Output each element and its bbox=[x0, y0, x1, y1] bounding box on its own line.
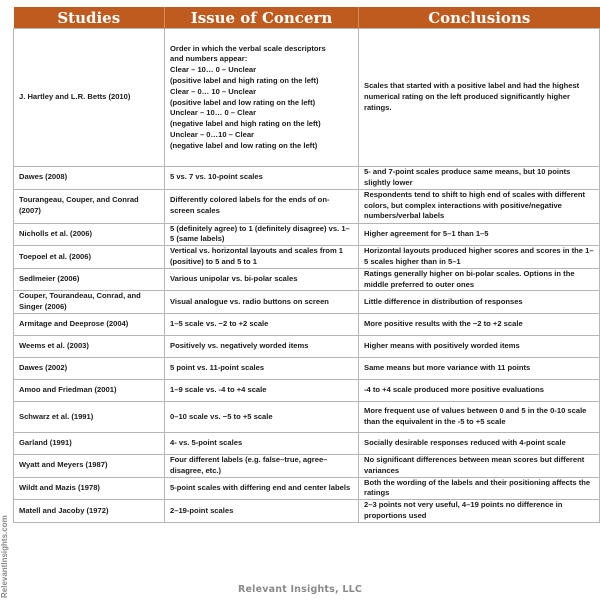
study-cell: Matell and Jacoby (1972) bbox=[14, 500, 165, 523]
issue-cell: Differently colored labels for the ends of on-screen scales bbox=[165, 189, 359, 223]
studies-table bbox=[13, 7, 600, 523]
conclusion-cell: Socially desirable responses reduced with 4-point scale bbox=[359, 432, 600, 454]
study-cell: Weems et al. (2003) bbox=[14, 335, 165, 357]
conclusion-cell: Little difference in distribution of responses bbox=[359, 291, 600, 314]
issue-line: and numbers appear: bbox=[170, 54, 248, 64]
issue-cell: 5 point vs. 11-point scales bbox=[165, 357, 359, 379]
issue-line: Order in which the verbal scale descriptors bbox=[170, 43, 326, 53]
conclusion-cell: 5- and 7-point scales produce same means, but 10 points slightly lower bbox=[359, 167, 600, 190]
table-row bbox=[14, 313, 600, 335]
table-row bbox=[14, 432, 600, 454]
issue-line: (negative label and high rating on the left) bbox=[170, 119, 321, 129]
conclusion-cell: Higher means with positively worded items bbox=[359, 335, 600, 357]
footer-credit: Relevant Insights, LLC bbox=[237, 584, 363, 595]
issue-line: Clear – 10… 0 – Unclear bbox=[170, 65, 257, 75]
issue-cell: 1–9 scale vs. -4 to +4 scale bbox=[165, 379, 359, 401]
conclusion-cell: More frequent use of values between 0 and 5 in the 0-10 scale than the equivalent in the -5 to +5 scale bbox=[359, 401, 600, 432]
table-row bbox=[14, 357, 600, 379]
table-row bbox=[14, 477, 600, 500]
issue-cell: 5 (definitely agree) to 1 (definitely disagree) vs. 1–5 (same labels) bbox=[165, 223, 359, 246]
table-row bbox=[14, 335, 600, 357]
issue-cell: 5-point scales with differing end and center labels bbox=[165, 477, 359, 500]
conclusion-cell: 2–3 points not very useful, 4–19 points no difference in proportions used bbox=[359, 500, 600, 523]
study-cell: Sedlmeier (2006) bbox=[14, 268, 165, 291]
conclusion-cell: Respondents tend to shift to high end of scales with different colors, but complex interactions with positive/negative numbers/verbal labels bbox=[359, 189, 600, 223]
watermark-text: RelevantInsights.com bbox=[0, 515, 9, 598]
issue-cell: Visual analogue vs. radio buttons on screen bbox=[165, 291, 359, 314]
issue-cell bbox=[165, 29, 359, 167]
study-cell: Wildt and Mazis (1978) bbox=[14, 477, 165, 500]
issue-cell: Vertical vs. horizontal layouts and scales from 1 (positive) to 5 and 5 to 1 bbox=[165, 246, 359, 269]
conclusion-cell: Higher agreement for 5–1 than 1–5 bbox=[359, 223, 600, 246]
table-row bbox=[14, 268, 600, 291]
table-row bbox=[14, 167, 600, 190]
header-issue: Issue of Concern bbox=[165, 7, 359, 29]
study-cell: Couper, Tourandeau, Conrad, and Singer (2006) bbox=[14, 291, 165, 314]
issue-cell: Various unipolar vs. bi-polar scales bbox=[165, 268, 359, 291]
table-header-row bbox=[14, 7, 600, 29]
issue-cell: 1–5 scale vs. −2 to +2 scale bbox=[165, 313, 359, 335]
conclusion-cell: Horizontal layouts produced higher scores and scores in the 1–5 scales higher than in 5–1 bbox=[359, 246, 600, 269]
issue-cell: 4- vs. 5-point scales bbox=[165, 432, 359, 454]
issue-cell: Four different labels (e.g. false–true, agree–disagree, etc.) bbox=[165, 454, 359, 477]
conclusion-cell: Scales that started with a positive label and had the highest numerical rating on the left produced significantly higher ratings. bbox=[359, 29, 600, 167]
issue-cell: 0–10 scale vs. −5 to +5 scale bbox=[165, 401, 359, 432]
issue-cell: 5 vs. 7 vs. 10-point scales bbox=[165, 167, 359, 190]
issue-line: Clear – 0… 10 – Unclear bbox=[170, 86, 257, 96]
study-cell: Nicholls et al. (2006) bbox=[14, 223, 165, 246]
issue-cell: Positively vs. negatively worded items bbox=[165, 335, 359, 357]
study-cell: Dawes (2002) bbox=[14, 357, 165, 379]
issue-line: Unclear – 0…10 – Clear bbox=[170, 129, 255, 139]
conclusion-cell: Both the wording of the labels and their positioning affects the ratings bbox=[359, 477, 600, 500]
study-cell: Dawes (2008) bbox=[14, 167, 165, 190]
table-row bbox=[14, 401, 600, 432]
issue-line: (negative label and low rating on the left) bbox=[170, 140, 318, 150]
studies-table-container bbox=[13, 7, 599, 523]
study-cell: Toepoel et al. (2006) bbox=[14, 246, 165, 269]
study-cell: Amoo and Friedman (2001) bbox=[14, 379, 165, 401]
table-row bbox=[14, 454, 600, 477]
study-cell: J. Hartley and L.R. Betts (2010) bbox=[14, 29, 165, 167]
table-row bbox=[14, 291, 600, 314]
conclusion-cell: Ratings generally higher on bi-polar scales. Options in the middle preferred to outer ones bbox=[359, 268, 600, 291]
table-row bbox=[14, 500, 600, 523]
issue-line: (positive label and low rating on the left) bbox=[170, 97, 316, 107]
study-cell: Garland (1991) bbox=[14, 432, 165, 454]
conclusion-cell: Same means but more variance with 11 points bbox=[359, 357, 600, 379]
conclusion-cell: No significant differences between mean scores but different variances bbox=[359, 454, 600, 477]
conclusion-cell: More positive results with the −2 to +2 scale bbox=[359, 313, 600, 335]
table-row bbox=[14, 246, 600, 269]
study-cell: Wyatt and Meyers (1987) bbox=[14, 454, 165, 477]
header-conclusions: Conclusions bbox=[359, 7, 600, 29]
issue-line: Unclear – 10… 0 – Clear bbox=[170, 108, 257, 118]
issue-line: (positive label and high rating on the left) bbox=[170, 75, 319, 85]
study-cell: Schwarz et al. (1991) bbox=[14, 401, 165, 432]
conclusion-cell: -4 to +4 scale produced more positive evaluations bbox=[359, 379, 600, 401]
table-row bbox=[14, 223, 600, 246]
table-row bbox=[14, 379, 600, 401]
study-cell: Armitage and Deeprose (2004) bbox=[14, 313, 165, 335]
study-cell: Tourangeau, Couper, and Conrad (2007) bbox=[14, 189, 165, 223]
table-row bbox=[14, 29, 600, 167]
table-row bbox=[14, 189, 600, 223]
header-studies: Studies bbox=[14, 7, 165, 29]
issue-cell: 2–19-point scales bbox=[165, 500, 359, 523]
